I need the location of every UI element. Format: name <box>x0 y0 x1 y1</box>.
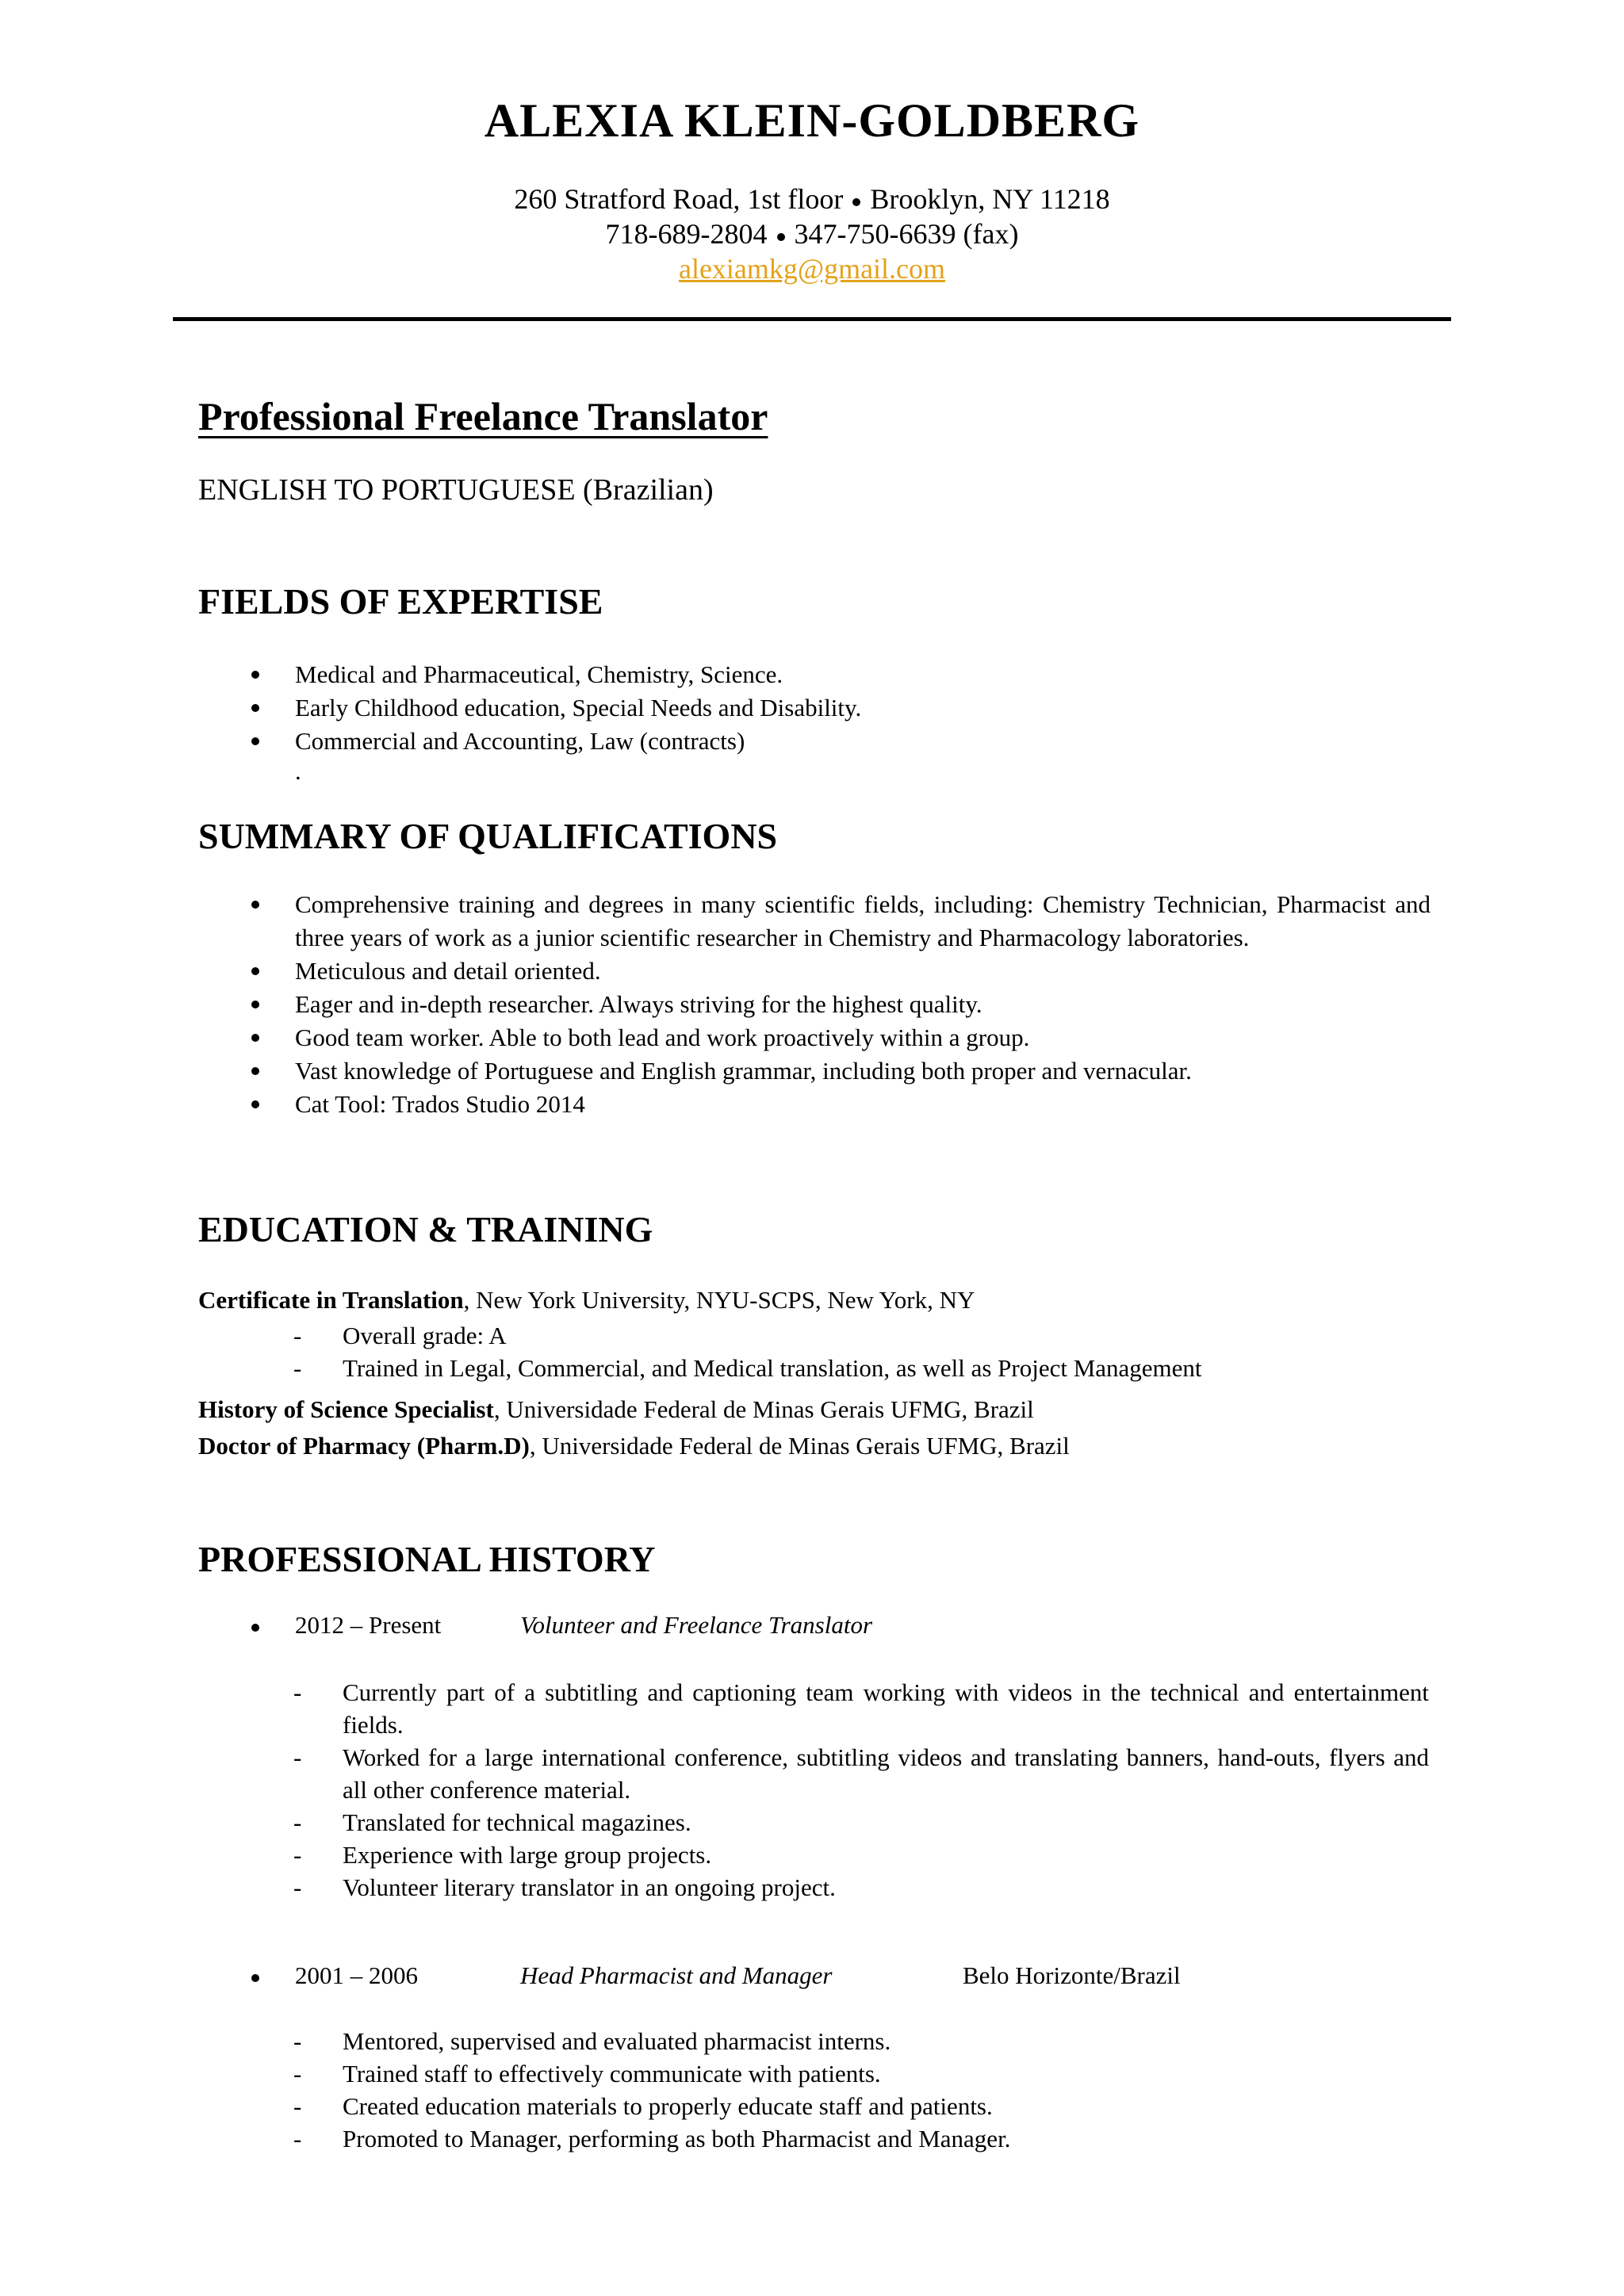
list-item: Cat Tool: Trados Studio 2014 <box>0 1088 1431 1121</box>
job-entry <box>0 1611 1624 1644</box>
email-line <box>0 252 1624 285</box>
list-item: - Worked for a large international conference, subtitling videos and translating banners, hand-outs, flyers and all other conference material. <box>0 1741 1429 1806</box>
list-item: - Promoted to Manager, performing as both Pharmacist and Manager. <box>0 2122 1429 2155</box>
list-item: Meticulous and detail oriented. <box>0 955 1431 988</box>
separator-dot <box>852 198 860 206</box>
bullet-dot <box>251 1974 259 1982</box>
separator-dot <box>777 233 785 241</box>
list-item: - Experience with large group projects. <box>0 1839 1429 1871</box>
job-dates: 2001 – 2006 <box>295 1961 418 1989</box>
list-item: - Translated for technical magazines. <box>0 1806 1429 1839</box>
list-item: - Overall grade: A <box>0 1319 1429 1352</box>
address-street: 260 Stratford Road, 1st floor <box>514 183 844 215</box>
job-role: Head Pharmacist and Manager <box>520 1961 833 1989</box>
job-duties <box>0 2025 1429 2155</box>
stray-period: . <box>295 757 301 785</box>
section-heading-summary: SUMMARY OF QUALIFICATIONS <box>198 816 778 856</box>
section-heading-education: EDUCATION & TRAINING <box>198 1209 653 1249</box>
list-item: - Mentored, supervised and evaluated pharmacist interns. <box>0 2025 1429 2057</box>
job-entry <box>0 1961 1624 1995</box>
education-certificate <box>198 1286 975 1314</box>
job-duties <box>0 1676 1429 1904</box>
email-link[interactable]: alexiamkg@gmail.com <box>678 253 946 285</box>
list-item: - Trained staff to effectively communicate with patients. <box>0 2057 1429 2090</box>
address-line <box>0 182 1624 216</box>
section-heading-fields: FIELDS OF EXPERTISE <box>198 581 603 622</box>
job-role: Volunteer and Freelance Translator <box>520 1611 873 1639</box>
list-item: Comprehensive training and degrees in many scientific fields, including: Chemistry Technician, Pharmacist and three years of work as a junior scientific researcher in Chemistry and Pharmacology laboratories. <box>0 888 1431 955</box>
header-divider <box>173 317 1451 321</box>
bullet-dot <box>251 1624 259 1632</box>
list-item: Commercial and Accounting, Law (contracts) <box>0 725 1431 758</box>
list-item: - Volunteer literary translator in an ongoing project. <box>0 1871 1429 1904</box>
address-city: Brooklyn, NY 11218 <box>870 183 1110 215</box>
list-item: - Trained in Legal, Commercial, and Medical translation, as well as Project Management <box>0 1352 1429 1384</box>
education-doctor-detail: , Universidade Federal de Minas Gerais UFMG, Brazil <box>529 1432 1070 1460</box>
education-history-detail: , Universidade Federal de Minas Gerais UFMG, Brazil <box>493 1395 1034 1423</box>
profile-title: Professional Freelance Translator <box>198 394 768 438</box>
phone-line <box>0 217 1624 251</box>
fax-number: 347-750-6639 (fax) <box>794 218 1019 250</box>
list-item: Good team worker. Able to both lead and work proactively within a group. <box>0 1021 1431 1054</box>
phone-number: 718-689-2804 <box>605 218 768 250</box>
list-item: Eager and in-depth researcher. Always striving for the highest quality. <box>0 988 1431 1021</box>
fields-list <box>0 658 1431 758</box>
education-doctor-pharmacy <box>198 1432 1070 1460</box>
list-item: Early Childhood education, Special Needs and Disability. <box>0 691 1431 725</box>
language-pair: ENGLISH TO PORTUGUESE (Brazilian) <box>198 473 714 507</box>
education-history-specialist <box>198 1395 1034 1424</box>
summary-list <box>0 888 1431 1121</box>
list-item: Vast knowledge of Portuguese and English grammar, including both proper and vernacular. <box>0 1054 1431 1088</box>
list-item: - Created education materials to properly educate staff and patients. <box>0 2090 1429 2122</box>
education-certificate-detail: , New York University, NYU-SCPS, New York, NY <box>463 1286 975 1314</box>
resume-name: ALEXIA KLEIN-GOLDBERG <box>484 94 1140 147</box>
list-item: Medical and Pharmaceutical, Chemistry, Science. <box>0 658 1431 691</box>
certificate-notes <box>0 1319 1429 1384</box>
education-certificate-title: Certificate in Translation <box>198 1286 464 1314</box>
education-history-title: History of Science Specialist <box>198 1395 494 1423</box>
list-item: - Currently part of a subtitling and captioning team working with videos in the technical and entertainment fields. <box>0 1676 1429 1741</box>
job-location: Belo Horizonte/Brazil <box>963 1961 1181 1989</box>
job-dates: 2012 – Present <box>295 1611 442 1639</box>
section-heading-history: PROFESSIONAL HISTORY <box>198 1539 656 1579</box>
education-doctor-title: Doctor of Pharmacy (Pharm.D) <box>198 1432 530 1460</box>
